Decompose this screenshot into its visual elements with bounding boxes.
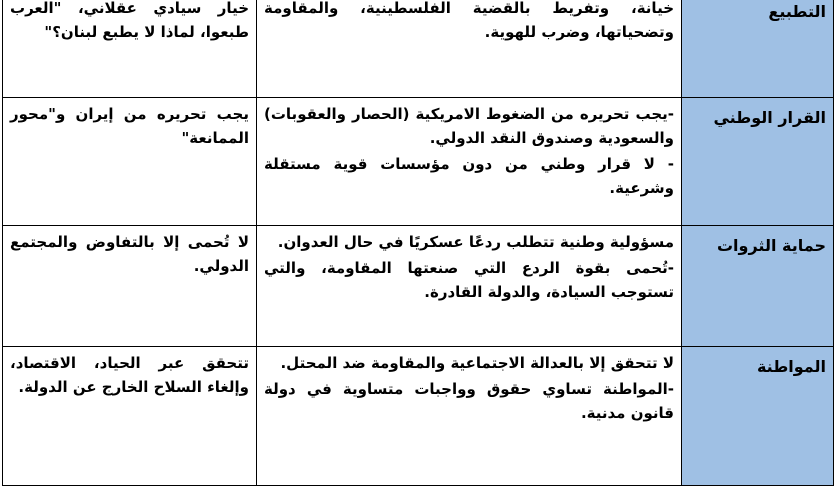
position-b-text: خيار سيادي عقلاني، "العرب طبعوا، لماذا لا يطبع لبنان؟" xyxy=(10,0,249,41)
position-a-text: مسؤولية وطنية تتطلب ردعًا عسكريًا في حال العدوان. xyxy=(277,233,674,251)
table-row-normalization xyxy=(3,0,834,98)
position-a-text: -يجب تحريره من الضغوط الامريكية (الحصار والعقوبات) والسعودية وصندوق النقد الدولي. xyxy=(264,105,674,147)
table-row-national-decision xyxy=(3,98,834,226)
topic-label: التطبيع xyxy=(768,2,826,21)
position-b-cell xyxy=(3,347,257,486)
position-a-cell xyxy=(257,0,682,98)
topic-cell xyxy=(682,347,834,486)
position-a-text: - لا قرار وطني من دون مؤسسات قوية مستقلة وشرعية. xyxy=(264,155,674,197)
position-a-text: -المواطنة تساوي حقوق وواجبات متساوية في دولة قانون مدنية. xyxy=(264,380,674,422)
topic-cell xyxy=(682,98,834,226)
position-b-text: تتحقق عبر الحياد، الاقتصاد، وإلغاء السلاح الخارج عن الدولة. xyxy=(10,354,249,396)
position-a-cell xyxy=(257,347,682,486)
position-b-cell xyxy=(3,226,257,347)
position-a-text: خيانة، وتفريط بالقضية الفلسطينية، والمقاومة وتضحياتها، وضرب للهوية. xyxy=(264,0,674,41)
topic-label: حماية الثروات xyxy=(716,236,826,255)
position-b-text: لا تُحمى إلا بالتفاوض والمجتمع الدولي. xyxy=(10,233,249,275)
comparison-table xyxy=(2,0,834,486)
position-b-text: يجب تحريره من إيران و"محور الممانعة" xyxy=(10,105,249,147)
position-b-cell xyxy=(3,0,257,98)
position-a-text: لا تتحقق إلا بالعدالة الاجتماعية والمقاومة ضد المحتل. xyxy=(280,354,674,372)
table-row-resource-protection xyxy=(3,226,834,347)
table-row-citizenship xyxy=(3,347,834,486)
topic-label: المواطنة xyxy=(756,357,826,376)
topic-label: القرار الوطني xyxy=(713,108,826,127)
position-a-cell xyxy=(257,98,682,226)
position-a-text: -تُحمى بقوة الردع التي صنعتها المقاومة، والتي تستوجب السيادة، والدولة القادرة. xyxy=(264,259,674,301)
position-b-cell xyxy=(3,98,257,226)
topic-cell xyxy=(682,0,834,98)
topic-cell xyxy=(682,226,834,347)
position-a-cell xyxy=(257,226,682,347)
